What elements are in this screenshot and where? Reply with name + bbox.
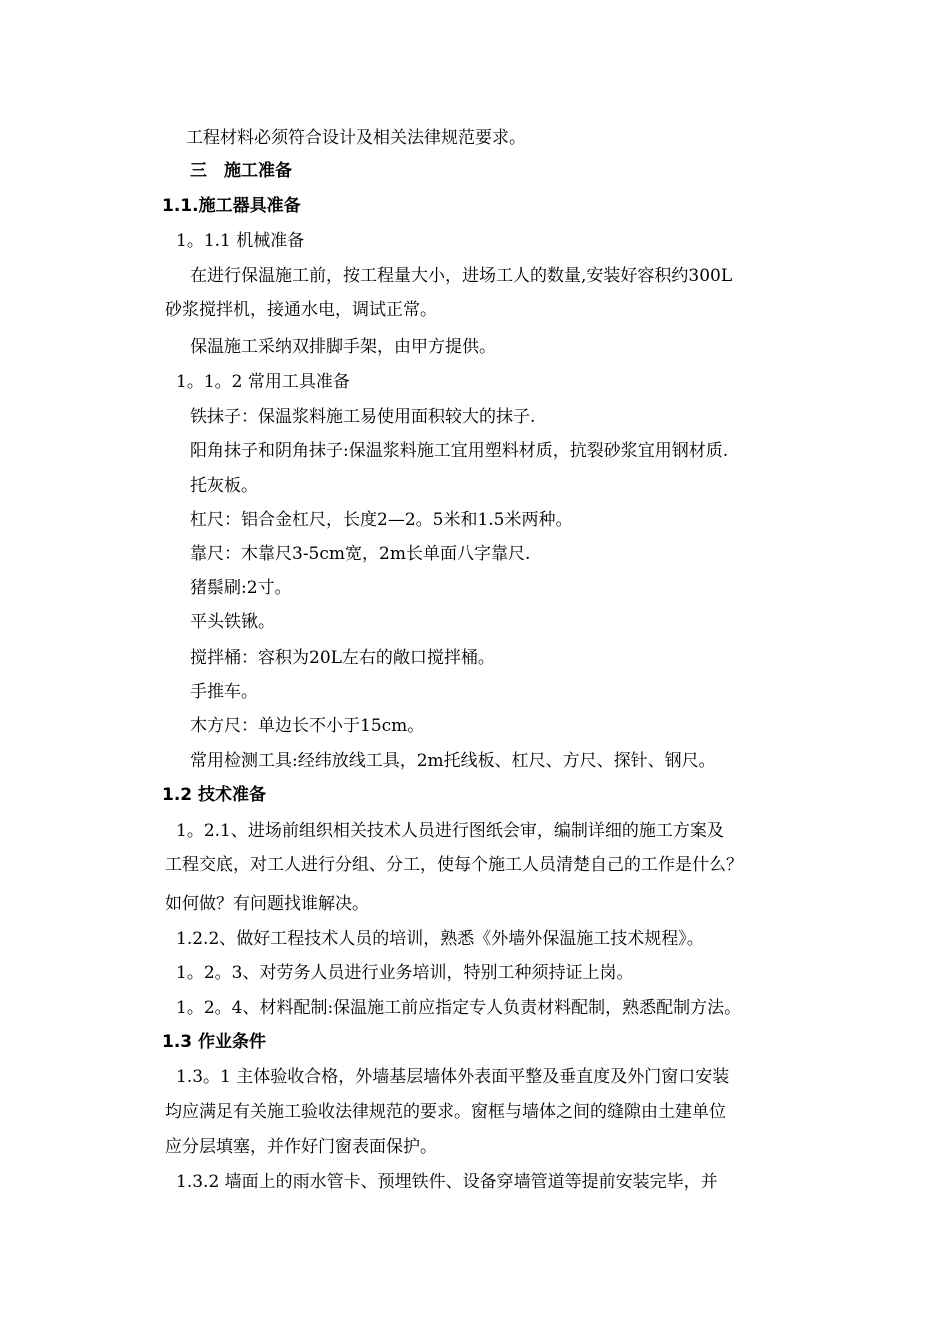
paragraph-line: 均应满足有关施工验收法律规范的要求。窗框与墙体之间的缝隙由土建单位 xyxy=(165,1102,726,1122)
item-heading: 1。1.1 机械准备 xyxy=(176,231,305,251)
paragraph-line: 1。2。4、材料配制:保温施工前应指定专人负责材料配制，熟悉配制方法。 xyxy=(176,998,742,1018)
paragraph-line: 砂浆搅拌机，接通水电，调试正常。 xyxy=(165,300,437,320)
tool-item: 手推车。 xyxy=(190,682,258,702)
paragraph-line: 1。2.1、进场前组织相关技术人员进行图纸会审，编制详细的施工方案及 xyxy=(176,821,724,841)
tool-item: 猪鬃刷:2寸。 xyxy=(190,578,292,598)
subsection-heading: 1.1.施工器具准备 xyxy=(162,196,301,216)
section-heading: 三 施工准备 xyxy=(190,161,292,181)
tool-item: 靠尺：木靠尺3-5cm宽，2m长单面八字靠尺. xyxy=(190,544,531,564)
item-heading: 1。1。2 常用工具准备 xyxy=(176,372,350,392)
tool-item: 平头铁锹。 xyxy=(190,612,275,632)
paragraph-line: 工程交底，对工人进行分组、分工，使每个施工人员清楚自己的工作是什么？ xyxy=(165,855,743,875)
paragraph-line: 1。2。3、对劳务人员进行业务培训，特别工种须持证上岗。 xyxy=(176,963,634,983)
tool-item: 托灰板。 xyxy=(190,476,258,496)
paragraph-line: 1.2.2、做好工程技术人员的培训，熟悉《外墙外保温施工技术规程》。 xyxy=(176,929,704,949)
tool-item: 杠尺：铝合金杠尺，长度2—2。5米和1.5米两种。 xyxy=(190,510,573,530)
tool-item: 常用检测工具:经纬放线工具，2m托线板、杠尺、方尺、探针、钢尺。 xyxy=(190,751,716,771)
tool-item: 搅拌桶：容积为20L左右的敞口搅拌桶。 xyxy=(190,648,495,668)
subsection-heading: 1.3 作业条件 xyxy=(162,1032,267,1052)
tool-item: 阳角抹子和阴角抹子:保温浆料施工宜用塑料材质，抗裂砂浆宜用钢材质. xyxy=(190,441,729,461)
tool-item: 木方尺：单边长不小于15cm。 xyxy=(190,716,425,736)
paragraph-line: 如何做？有问题找谁解决。 xyxy=(165,894,369,914)
paragraph-line: 保温施工采纳双排脚手架，由甲方提供。 xyxy=(190,337,496,357)
paragraph-line: 1.3。1 主体验收合格，外墙基层墙体外表面平整及垂直度及外门窗口安装 xyxy=(176,1067,730,1087)
paragraph-line: 在进行保温施工前，按工程量大小，进场工人的数量,安装好容积约300L xyxy=(190,266,733,286)
subsection-heading: 1.2 技术准备 xyxy=(162,785,267,805)
tool-item: 铁抹子：保温浆料施工易使用面积较大的抹子. xyxy=(190,407,536,427)
paragraph-line: 1.3.2 墙面上的雨水管卡、预埋铁件、设备穿墙管道等提前安装完毕，并 xyxy=(176,1172,718,1192)
paragraph-line: 工程材料必须符合设计及相关法律规范要求。 xyxy=(186,128,526,148)
paragraph-line: 应分层填塞，并作好门窗表面保护。 xyxy=(165,1137,437,1157)
